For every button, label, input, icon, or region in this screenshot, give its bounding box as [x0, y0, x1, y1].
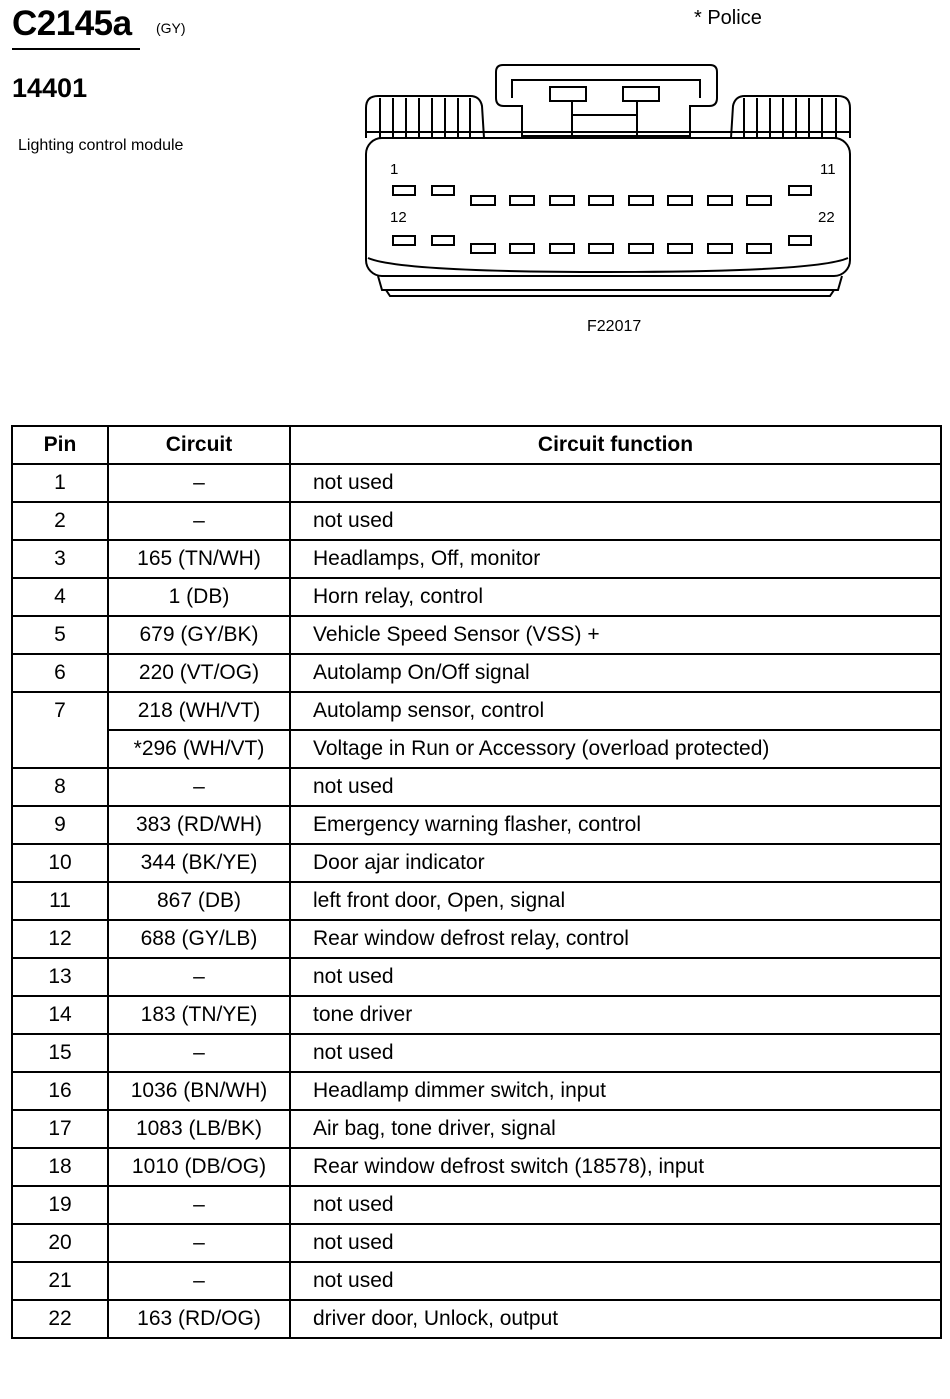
- circuit-cell: 218 (WH/VT): [108, 692, 290, 730]
- table-row: [12, 882, 941, 920]
- header-circuit-function: Circuit function: [290, 426, 941, 464]
- connector-id-underline: [12, 48, 140, 50]
- connector-face-drawing: [360, 60, 860, 305]
- table-row: [12, 654, 941, 692]
- function-cell: not used: [290, 464, 941, 502]
- table-row: [12, 502, 941, 540]
- table-row: [12, 958, 941, 996]
- circuit-cell: 183 (TN/YE): [108, 996, 290, 1034]
- table-row: [12, 1262, 941, 1300]
- connector-id: C2145a: [12, 4, 132, 43]
- table-row: [12, 768, 941, 806]
- pin-cell: 13: [12, 958, 108, 996]
- function-cell: not used: [290, 1034, 941, 1072]
- function-cell: not used: [290, 1186, 941, 1224]
- table-row: [12, 1300, 941, 1338]
- table-row: [12, 1224, 941, 1262]
- table-row: [12, 616, 941, 654]
- function-cell: not used: [290, 1224, 941, 1262]
- circuit-cell: 679 (GY/BK): [108, 616, 290, 654]
- circuit-cell: 1 (DB): [108, 578, 290, 616]
- pin-cell: 7: [12, 692, 108, 768]
- pin-cell: 18: [12, 1148, 108, 1186]
- police-note: * Police: [694, 7, 762, 29]
- function-cell: Emergency warning flasher, control: [290, 806, 941, 844]
- table-row: [12, 996, 941, 1034]
- function-cell: left front door, Open, signal: [290, 882, 941, 920]
- circuit-cell: –: [108, 1034, 290, 1072]
- table-row: [12, 1110, 941, 1148]
- circuit-cell: 165 (TN/WH): [108, 540, 290, 578]
- header-pin: Pin: [12, 426, 108, 464]
- function-cell: Voltage in Run or Accessory (overload protected): [290, 730, 941, 768]
- table-row: [12, 1072, 941, 1110]
- function-cell: not used: [290, 768, 941, 806]
- table-row: [12, 1148, 941, 1186]
- circuit-cell: 163 (RD/OG): [108, 1300, 290, 1338]
- circuit-cell: –: [108, 958, 290, 996]
- pin-cell: 1: [12, 464, 108, 502]
- circuit-cell: 688 (GY/LB): [108, 920, 290, 958]
- table-row: [12, 1034, 941, 1072]
- table-row: [12, 578, 941, 616]
- pin-cell: 8: [12, 768, 108, 806]
- function-cell: Rear window defrost relay, control: [290, 920, 941, 958]
- function-cell: Autolamp On/Off signal: [290, 654, 941, 692]
- function-cell: Headlamp dimmer switch, input: [290, 1072, 941, 1110]
- pin-cell: 22: [12, 1300, 108, 1338]
- header-circuit: Circuit: [108, 426, 290, 464]
- pin-cell: 5: [12, 616, 108, 654]
- pin-cell: 6: [12, 654, 108, 692]
- circuit-cell: 344 (BK/YE): [108, 844, 290, 882]
- table-row: [12, 540, 941, 578]
- pin-cell: 11: [12, 882, 108, 920]
- circuit-cell: –: [108, 1224, 290, 1262]
- table-row: [12, 1186, 941, 1224]
- pin-cell: 3: [12, 540, 108, 578]
- pin-table: [11, 425, 942, 1339]
- function-cell: Vehicle Speed Sensor (VSS) +: [290, 616, 941, 654]
- circuit-cell: 220 (VT/OG): [108, 654, 290, 692]
- function-cell: tone driver: [290, 996, 941, 1034]
- pin-cell: 17: [12, 1110, 108, 1148]
- circuit-cell: –: [108, 768, 290, 806]
- figure-id: F22017: [587, 318, 642, 335]
- pin-label-12: 12: [390, 209, 407, 226]
- table-row: [12, 844, 941, 882]
- circuit-cell: 1036 (BN/WH): [108, 1072, 290, 1110]
- table-row: [12, 464, 941, 502]
- table-header-row: [12, 426, 941, 464]
- pin-cell: 14: [12, 996, 108, 1034]
- circuit-cell: –: [108, 502, 290, 540]
- circuit-cell: 1010 (DB/OG): [108, 1148, 290, 1186]
- connector-color: (GY): [156, 20, 186, 36]
- function-cell: Horn relay, control: [290, 578, 941, 616]
- table-row: [12, 920, 941, 958]
- function-cell: not used: [290, 502, 941, 540]
- pin-cell: 19: [12, 1186, 108, 1224]
- module-name: Lighting control module: [18, 137, 184, 154]
- pin-cell: 16: [12, 1072, 108, 1110]
- function-cell: Door ajar indicator: [290, 844, 941, 882]
- circuit-cell: –: [108, 1186, 290, 1224]
- circuit-cell: *296 (WH/VT): [108, 730, 290, 768]
- table-row: [12, 730, 941, 768]
- circuit-cell: 867 (DB): [108, 882, 290, 920]
- pin-label-22: 22: [818, 209, 835, 226]
- pin-cell: 15: [12, 1034, 108, 1072]
- pin-cell: 9: [12, 806, 108, 844]
- function-cell: driver door, Unlock, output: [290, 1300, 941, 1338]
- part-number: 14401: [12, 73, 88, 103]
- function-cell: Headlamps, Off, monitor: [290, 540, 941, 578]
- pin-cell: 20: [12, 1224, 108, 1262]
- pin-cell: 21: [12, 1262, 108, 1300]
- circuit-cell: –: [108, 464, 290, 502]
- function-cell: not used: [290, 1262, 941, 1300]
- pin-cell: 2: [12, 502, 108, 540]
- table-row: [12, 692, 941, 730]
- pin-cell: 4: [12, 578, 108, 616]
- circuit-cell: 1083 (LB/BK): [108, 1110, 290, 1148]
- table-row: [12, 806, 941, 844]
- pin-label-1: 1: [390, 161, 399, 178]
- circuit-cell: 383 (RD/WH): [108, 806, 290, 844]
- function-cell: Rear window defrost switch (18578), input: [290, 1148, 941, 1186]
- pin-cell: 12: [12, 920, 108, 958]
- pin-label-11: 11: [820, 161, 836, 178]
- function-cell: Air bag, tone driver, signal: [290, 1110, 941, 1148]
- pin-cell: 10: [12, 844, 108, 882]
- function-cell: not used: [290, 958, 941, 996]
- function-cell: Autolamp sensor, control: [290, 692, 941, 730]
- circuit-cell: –: [108, 1262, 290, 1300]
